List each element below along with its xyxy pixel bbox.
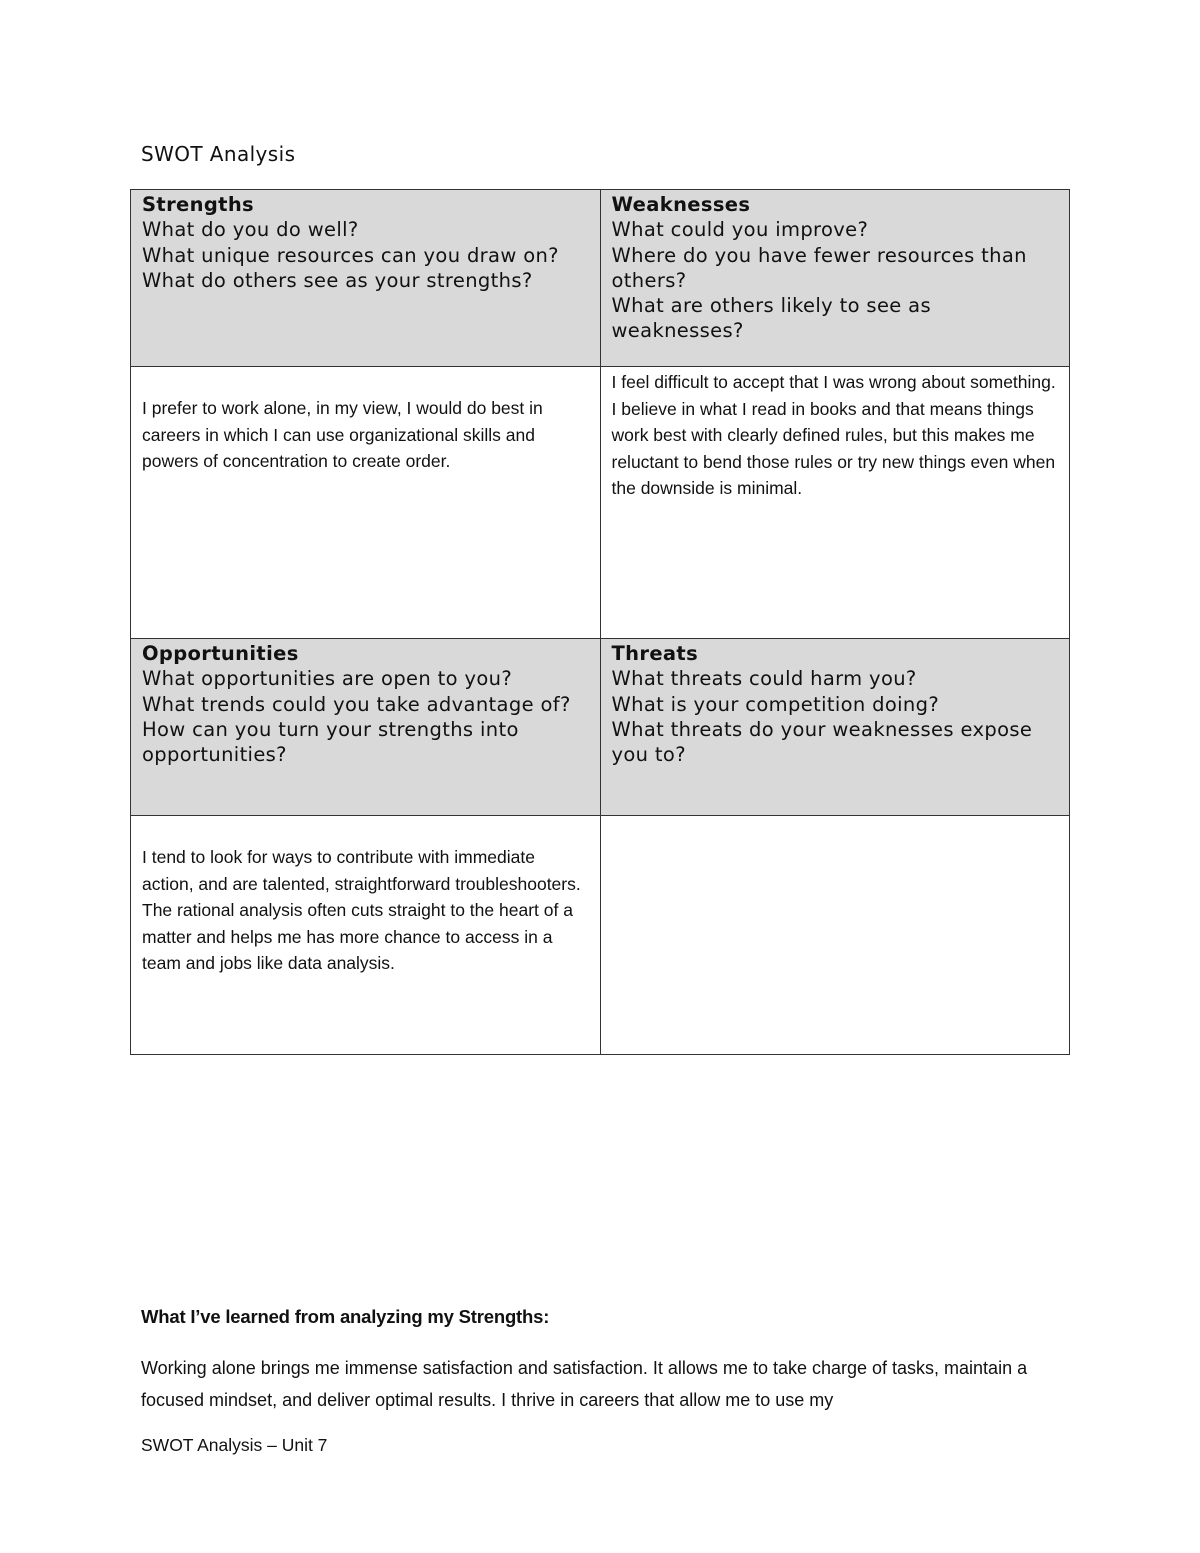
weaknesses-question: What could you improve?: [611, 218, 869, 242]
threats-header-cell: [600, 639, 1070, 816]
weaknesses-question: Where do you have fewer resources than others?: [611, 243, 1027, 292]
strengths-answer-cell[interactable]: [131, 367, 601, 639]
threats-answer-cell[interactable]: [600, 816, 1070, 1055]
strengths-answer: I prefer to work alone, in my view, I would do best in careers in which I can use organizational skills and powers of concentration to create order.: [142, 398, 543, 472]
threats-answer: [601, 816, 1070, 844]
strengths-question: What do you do well?: [142, 218, 359, 242]
opportunities-title: Opportunities: [142, 642, 299, 665]
weaknesses-answer: I feel difficult to accept that I was wrong about something. I believe in what I read in books and that means things work best with clearly defined rules, but this makes me reluctant to bend those rules or try new things even when the downside is minimal.: [611, 372, 1056, 499]
threats-question: What threats could harm you?: [611, 667, 917, 691]
page-title: SWOT Analysis: [141, 142, 296, 166]
opportunities-header-cell: [131, 639, 601, 816]
page-footer: SWOT Analysis – Unit 7: [141, 1435, 328, 1455]
strengths-question: What unique resources can you draw on?: [142, 243, 559, 267]
weaknesses-header-cell: [600, 190, 1070, 367]
opportunities-question: How can you turn your strengths into opportunities?: [142, 717, 519, 767]
threats-question: What is your competition doing?: [611, 692, 940, 716]
strengths-question: What do others see as your strengths?: [142, 268, 533, 292]
weaknesses-question: What are others likely to see as weaknesses?: [611, 294, 931, 343]
swot-table: [130, 189, 1070, 1055]
opportunities-answer: I tend to look for ways to contribute with immediate action, and are talented, straightforward troubleshooters. The rational analysis often cuts straight to the heart of a matter and helps me has more chance to access in a team and jobs like data analysis.: [142, 847, 581, 974]
opportunities-question: What trends could you take advantage of?: [142, 692, 571, 716]
threats-question: What threats do your weaknesses expose you to?: [611, 717, 1033, 767]
opportunities-question: What opportunities are open to you?: [142, 667, 513, 691]
reflection-paragraph: Working alone brings me immense satisfaction and satisfaction. It allows me to take charge of tasks, maintain a focused mindset, and deliver optimal results. I thrive in careers that allow me to use my: [141, 1358, 1028, 1410]
threats-title: Threats: [611, 642, 699, 665]
strengths-header-cell: [131, 190, 601, 367]
strengths-title: Strengths: [142, 193, 255, 216]
reflection-heading: What I’ve learned from analyzing my Strengths:: [141, 1306, 550, 1327]
weaknesses-answer-cell[interactable]: [600, 367, 1070, 639]
weaknesses-title: Weaknesses: [611, 193, 751, 216]
opportunities-answer-cell[interactable]: [131, 816, 601, 1055]
